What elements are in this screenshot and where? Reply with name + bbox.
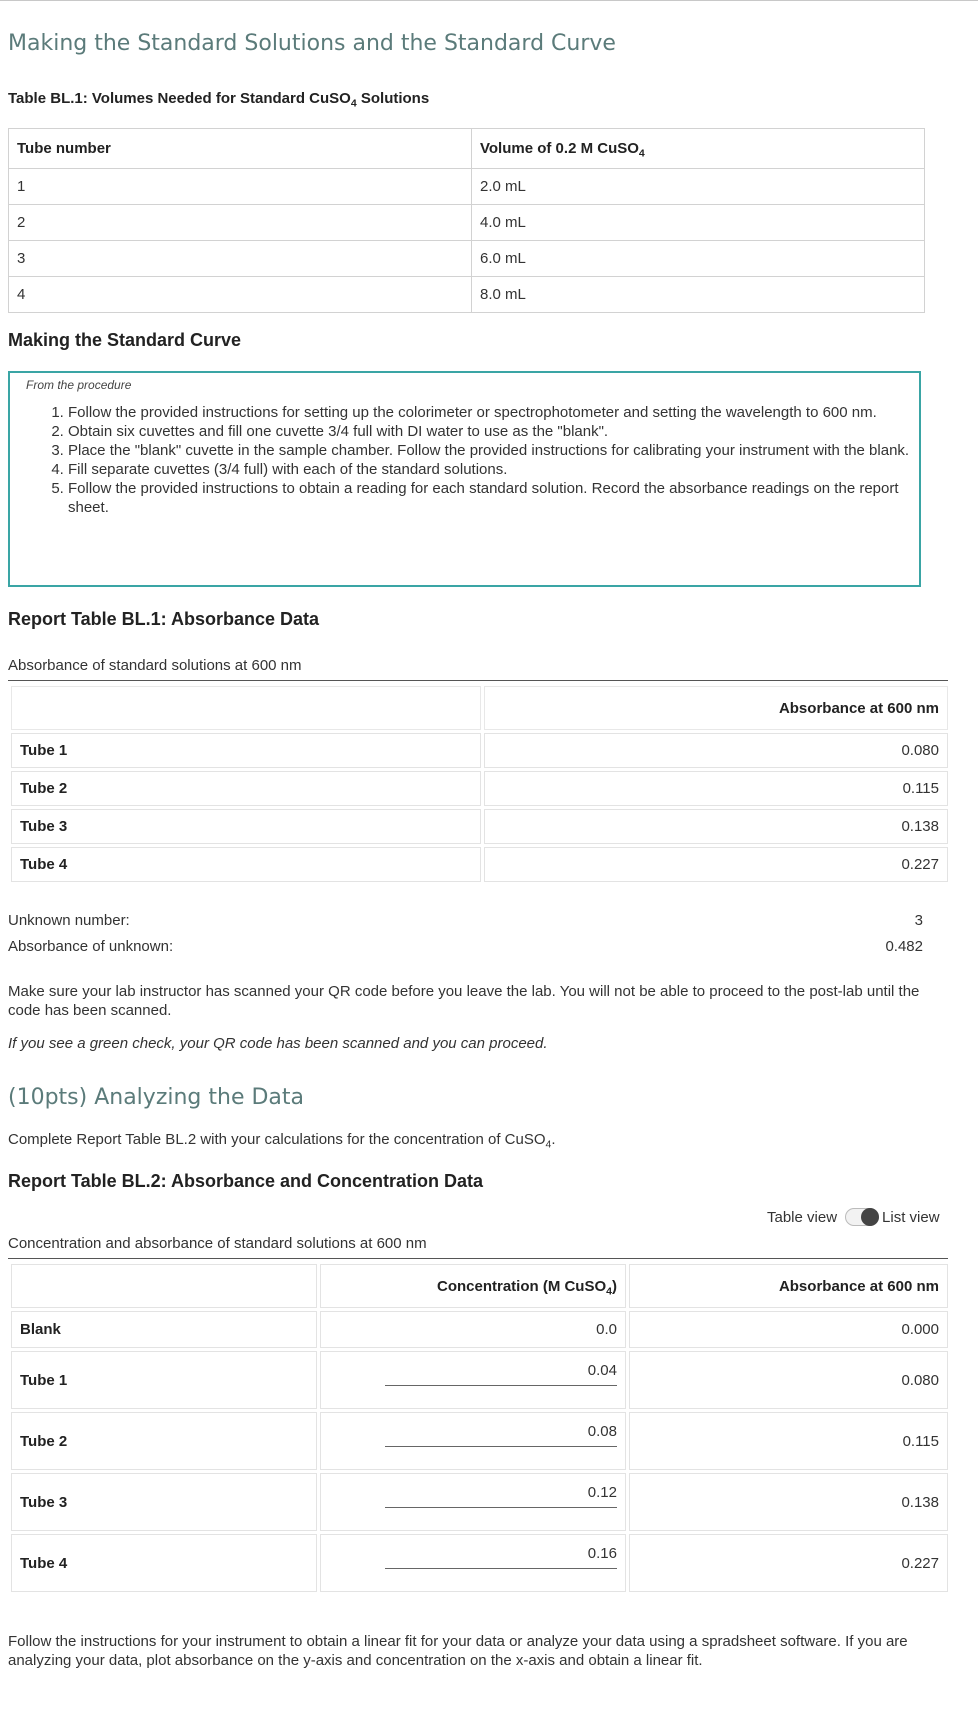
absorbance-table [8,683,951,885]
linear-fit-instructions: Follow the instructions for your instrument to obtain a linear fit for your data or analyze your data using a spradsheet software. If you are analyzing your data, plot absorbance on the y-axis and concentration on the x-axis and obtain a linear fit. [8,1633,908,1669]
volume-cell: 8.0 mL [472,277,925,313]
table-row [11,1412,948,1470]
row-label: Tube 1 [11,733,481,768]
procedure-box [8,371,921,587]
absorbance-value: 0.080 [484,733,948,768]
concentration-input[interactable]: 0.12 [385,1484,617,1508]
row-header-empty [11,686,481,730]
tube-number-cell: 1 [9,169,472,205]
report-table-bl2-caption: Concentration and absorbance of standard solutions at 600 nm [8,1235,427,1252]
tube-number-cell: 3 [9,241,472,277]
procedure-step: 5. Follow the provided instructions to obtain a reading for each standard solution. Record the absorbance readings on the report sheet. [68,479,918,517]
table-header-row [11,686,948,730]
absorbance-value: 0.115 [629,1412,948,1470]
volume-cell: 2.0 mL [472,169,925,205]
row-label: Blank [11,1311,317,1348]
caption-rule [8,680,948,681]
tube-number-cell: 2 [9,205,472,241]
volume-header: Volume of 0.2 M CuSO$_4$ [472,129,925,169]
row-header-empty [11,1264,317,1308]
volumes-table [8,128,925,313]
report-table-bl1-caption: Absorbance of standard solutions at 600 nm [8,657,302,674]
procedure-step: 3. Place the "blank" cuvette in the sample chamber. Follow the provided instructions for calibrating your instrument with the blank. [68,441,918,460]
absorbance-header: Absorbance at 600 nm [629,1264,948,1308]
table-row [11,847,948,882]
concentration-cell [320,1351,626,1409]
toggle-knob [861,1208,879,1226]
section-title-standard-solutions: Making the Standard Solutions and the Standard Curve [8,31,616,56]
row-label: Tube 2 [11,1412,317,1470]
row-label: Tube 3 [11,809,481,844]
analysis-intro: Complete Report Table BL.2 with your calculations for the concentration of CuSO$_4$. [8,1131,556,1151]
table-view-label[interactable]: Table view [767,1208,838,1226]
concentration-cell [320,1412,626,1470]
absorbance-value: 0.138 [629,1473,948,1531]
view-toggle-switch[interactable] [845,1208,879,1226]
procedure-step: 1. Follow the provided instructions for setting up the colorimeter or spectrophotometer and setting the wavelength to 600 nm. [68,403,918,422]
caption-rule [8,1258,948,1259]
view-toggle[interactable] [767,1208,940,1226]
table-row [11,733,948,768]
row-label: Tube 3 [11,1473,317,1531]
concentration-value: 0.0 [320,1311,626,1348]
row-label: Tube 1 [11,1351,317,1409]
procedure-step: 2. Obtain six cuvettes and fill one cuvette 3/4 full with DI water to use as the "blank". [68,422,918,441]
unknown-number-label: Unknown number: [8,912,130,929]
concentration-input[interactable]: 0.16 [385,1545,617,1569]
volume-cell: 6.0 mL [472,241,925,277]
report-table-bl1-heading: Report Table BL.1: Absorbance Data [8,609,320,629]
procedure-step: 4. Fill separate cuvettes (3/4 full) with each of the standard solutions. [68,460,918,479]
unknown-number-value: 3 [914,912,923,929]
absorbance-value: 0.138 [484,809,948,844]
row-label: Tube 4 [11,1534,317,1592]
table-row [9,277,925,313]
concentration-table [8,1261,951,1595]
absorbance-value: 0.227 [629,1534,948,1592]
absorbance-value: 0.227 [484,847,948,882]
table-row-blank [11,1311,948,1348]
table-row [11,809,948,844]
unknown-absorbance-label: Absorbance of unknown: [8,938,174,955]
table-header-row [11,1264,948,1308]
table-row [9,205,925,241]
tube-number-header: Tube number [9,129,472,169]
absorbance-value: 0.000 [629,1311,948,1348]
report-table-bl2-heading: Report Table BL.2: Absorbance and Concentration Data [8,1171,484,1191]
concentration-input[interactable]: 0.04 [385,1362,617,1386]
procedure-steps [28,403,918,517]
concentration-input[interactable]: 0.08 [385,1423,617,1447]
table-bl1-caption: Table BL.1: Volumes Needed for Standard CuSO$_4$ Solutions [8,90,430,110]
procedure-box-label: From the procedure [26,378,132,392]
concentration-cell [320,1534,626,1592]
qr-green-check-note: If you see a green check, your QR code has been scanned and you can proceed. [8,1035,548,1052]
absorbance-value: 0.115 [484,771,948,806]
qr-notice: Make sure your lab instructor has scanned your QR code before you leave the lab. You will not be able to proceed to the post-lab until the code has been scanned. [8,983,920,1019]
concentration-header: Concentration (M CuSO$_4$) [320,1264,626,1308]
concentration-cell [320,1473,626,1531]
row-label: Tube 2 [11,771,481,806]
table-row [11,1473,948,1531]
analyzing-data-title: (10pts) Analyzing the Data [8,1085,305,1110]
table-row [9,169,925,205]
absorbance-header: Absorbance at 600 nm [484,686,948,730]
row-label: Tube 4 [11,847,481,882]
volume-cell: 4.0 mL [472,205,925,241]
unknown-absorbance-value: 0.482 [885,938,923,955]
table-row [11,1351,948,1409]
table-header-row [9,129,925,169]
list-view-label[interactable]: List view [882,1208,940,1226]
table-row [11,1534,948,1592]
table-row [9,241,925,277]
absorbance-value: 0.080 [629,1351,948,1409]
tube-number-cell: 4 [9,277,472,313]
standard-curve-heading: Making the Standard Curve [8,330,242,350]
table-row [11,771,948,806]
